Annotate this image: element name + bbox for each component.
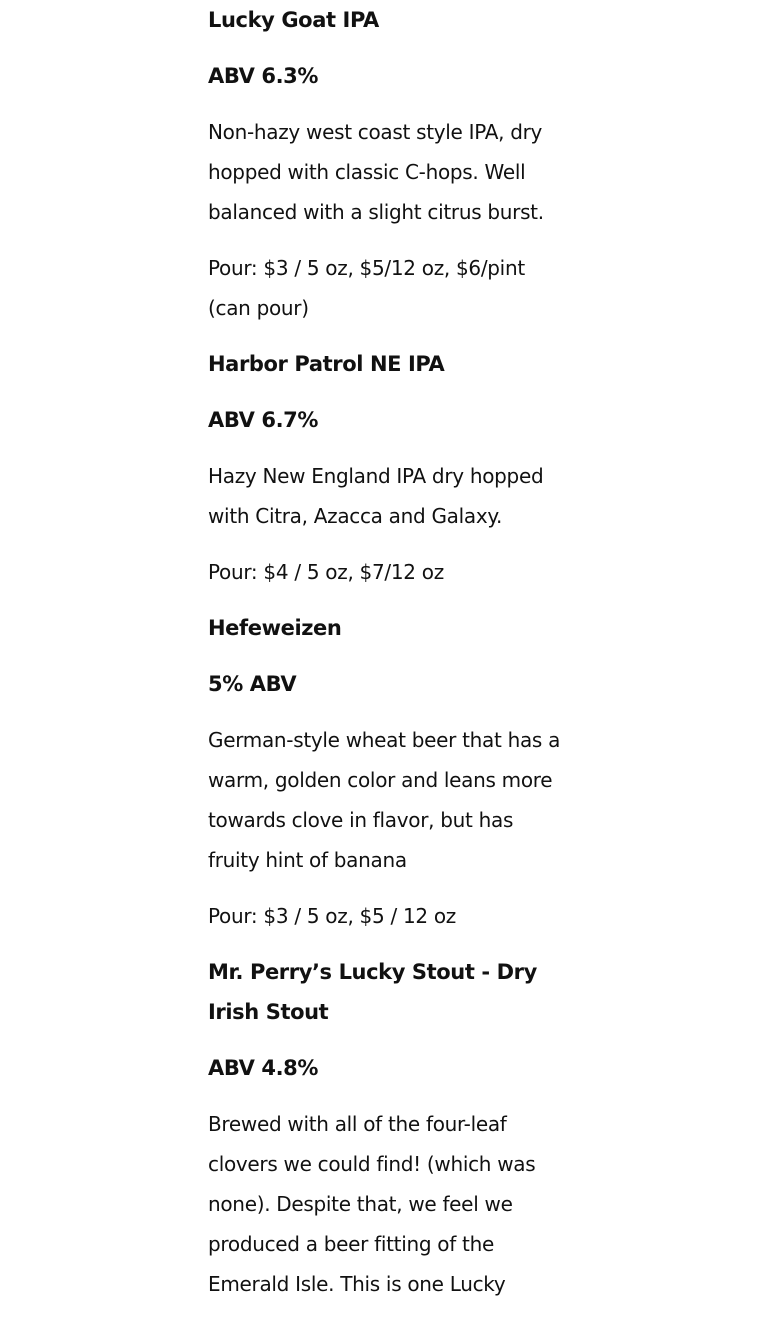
beer-pour-prices: Pour: $4 / 5 oz, $7/12 oz bbox=[208, 560, 444, 584]
beer-abv: ABV 4.8% bbox=[208, 1056, 319, 1080]
beer-entry-lucky-goat-ipa bbox=[208, 0, 568, 328]
beer-description: German-style wheat beer that has a warm, golden color and leans more towards clove in flavor, but has fruity hint of banana bbox=[208, 728, 561, 872]
beer-pour-prices: Pour: $3 / 5 oz, $5 / 12 oz bbox=[208, 904, 457, 928]
beer-entry-mr-perrys-lucky-stout bbox=[208, 952, 568, 1304]
beer-entry-harbor-patrol-ne-ipa bbox=[208, 344, 568, 592]
beer-pour-prices: Pour: $3 / 5 oz, $5/12 oz, $6/pint (can pour) bbox=[208, 256, 525, 320]
beer-name: Mr. Perry’s Lucky Stout - Dry Irish Stout bbox=[208, 960, 537, 1024]
beer-description: Brewed with all of the four-leaf clovers we could find! (which was none). Despite that, we feel we produced a beer fitting of the Emerald Isle. This is one Lucky bbox=[208, 1112, 536, 1296]
beer-entry-hefeweizen bbox=[208, 608, 568, 936]
beer-menu bbox=[208, 0, 568, 1320]
beer-abv: 5% ABV bbox=[208, 672, 297, 696]
beer-abv: ABV 6.3% bbox=[208, 64, 319, 88]
beer-name: Harbor Patrol NE IPA bbox=[208, 352, 445, 376]
beer-name: Hefeweizen bbox=[208, 616, 342, 640]
beer-description: Non-hazy west coast style IPA, dry hopped with classic C-hops. Well balanced with a slight citrus burst. bbox=[208, 120, 544, 224]
beer-abv: ABV 6.7% bbox=[208, 408, 319, 432]
beer-name: Lucky Goat IPA bbox=[208, 8, 379, 32]
beer-description: Hazy New England IPA dry hopped with Citra, Azacca and Galaxy. bbox=[208, 464, 544, 528]
